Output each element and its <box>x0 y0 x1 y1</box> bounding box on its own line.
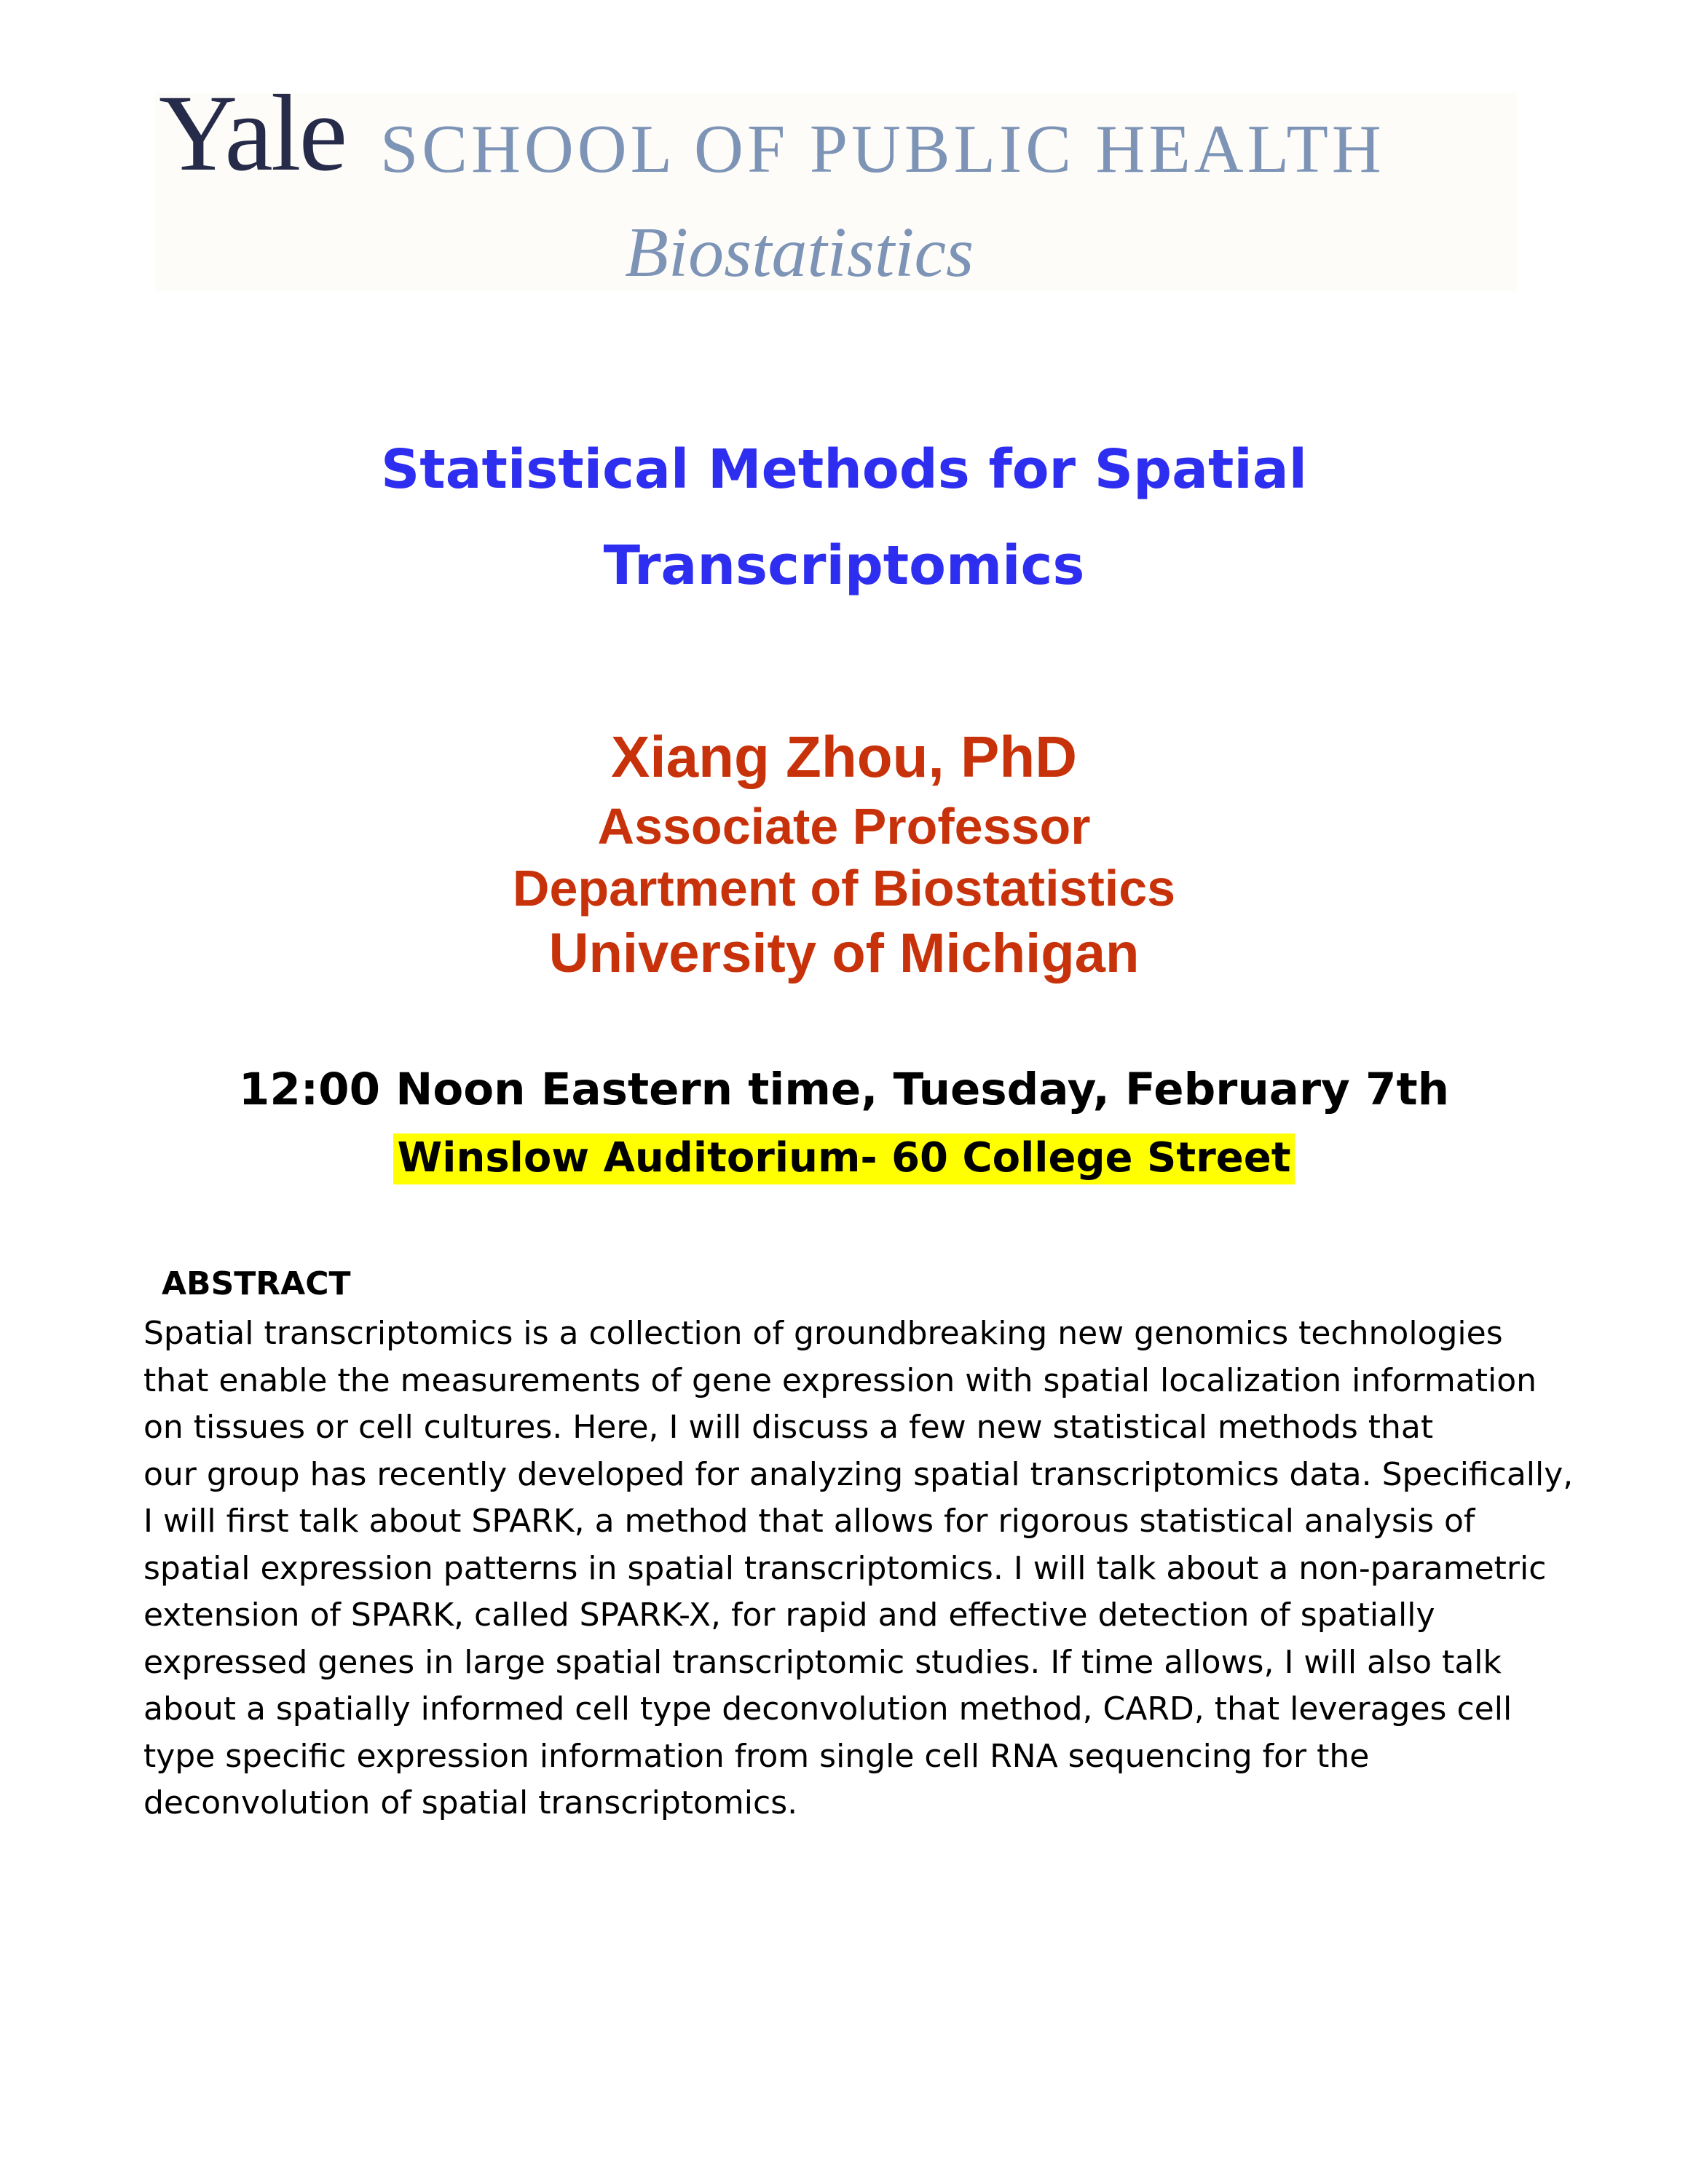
logo-wordmark: Yale <box>159 73 346 194</box>
talk-title-line1: Statistical Methods for Spatial <box>380 438 1308 501</box>
abstract-line: expressed genes in large spatial transcriptomic studies. If time allows, I will also talk <box>143 1643 1502 1681</box>
event-time: 12:00 Noon Eastern time, Tuesday, February 7th <box>238 1064 1450 1115</box>
talk-title-line2: Transcriptomics <box>603 534 1085 597</box>
abstract-line: deconvolution of spatial transcriptomics. <box>143 1784 798 1821</box>
abstract-line: type specific expression information from single cell RNA sequencing for the <box>143 1737 1370 1775</box>
abstract-body <box>143 1310 1573 1827</box>
abstract-line: about a spatially informed cell type deconvolution method, CARD, that leverages cell <box>143 1690 1513 1728</box>
logo-school-name: SCHOOL OF PUBLIC HEALTH <box>380 111 1385 187</box>
abstract-line: that enable the measurements of gene expression with spatial localization information <box>143 1361 1537 1399</box>
speaker-name: Xiang Zhou, PhD <box>611 724 1077 789</box>
event-location-row <box>0 1133 1688 1184</box>
abstract-line: spatial expression patterns in spatial transcriptomics. I will talk about a non-parametric <box>143 1549 1547 1587</box>
abstract-line: extension of SPARK, called SPARK-X, for rapid and effective detection of spatially <box>143 1597 1435 1634</box>
abstract-line: on tissues or cell cultures. Here, I will discuss a few new statistical methods that <box>143 1409 1434 1446</box>
speaker-department: Department of Biostatistics <box>512 860 1176 917</box>
abstract-line: I will first talk about SPARK, a method that allows for rigorous statistical analysis of <box>143 1503 1475 1540</box>
abstract-line: Spatial transcriptomics is a collection of groundbreaking new genomics technologies <box>143 1315 1503 1352</box>
event-location: Winslow Auditorium- 60 College Street <box>393 1133 1295 1184</box>
logo-department: Biostatistics <box>625 213 974 292</box>
speaker-institution: University of Michigan <box>548 922 1140 984</box>
abstract-heading: ABSTRACT <box>162 1265 351 1302</box>
speaker-position: Associate Professor <box>597 798 1091 855</box>
abstract-line: our group has recently developed for analyzing spatial transcriptomics data. Specifically, <box>143 1455 1574 1493</box>
